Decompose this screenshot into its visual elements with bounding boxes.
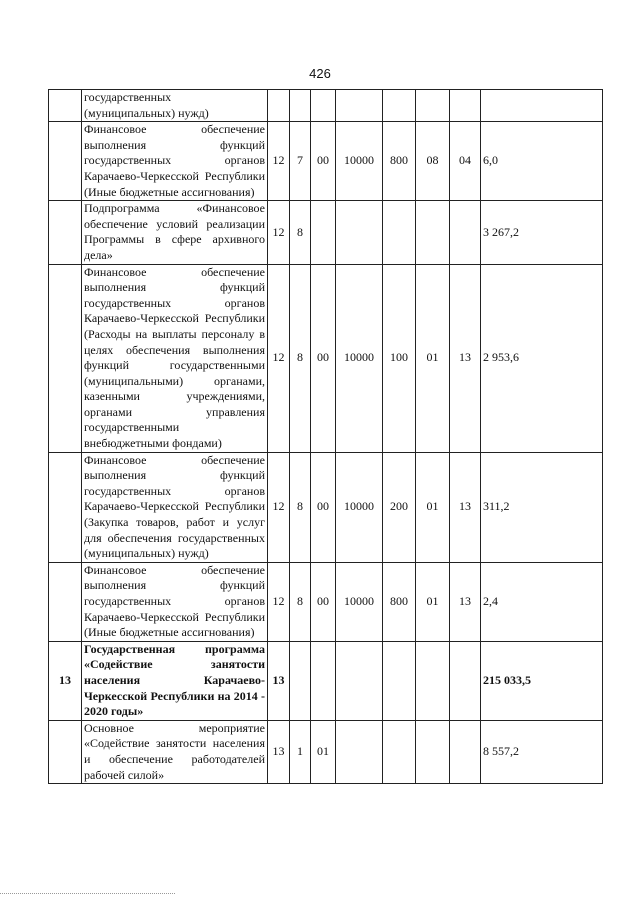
amount-cell [481,90,603,122]
code-cell-2 [290,90,311,122]
code-cell-2: 8 [290,562,311,641]
page-number: 426 [309,66,331,81]
budget-table-body [49,90,603,784]
code-cell-7: 04 [450,122,481,201]
row-name-cell: Подпрограмма «Финансовое обеспечение условий реализации Программы в сфере архивного дела» [82,201,268,264]
row-name-cell: государственных (муниципальных) нужд) [82,90,268,122]
amount-cell: 311,2 [481,452,603,562]
code-cell-2 [290,641,311,720]
code-cell-7: 13 [450,264,481,452]
code-cell-6 [416,641,450,720]
code-cell-2: 8 [290,201,311,264]
row-number-cell [49,562,82,641]
footer-rule [0,893,175,894]
code-cell-6 [416,201,450,264]
code-cell-6: 01 [416,562,450,641]
code-cell-1: 12 [268,264,290,452]
row-number-cell [49,201,82,264]
code-cell-6: 01 [416,264,450,452]
amount-cell: 8 557,2 [481,720,603,783]
code-cell-5 [383,641,416,720]
row-name-cell: Финансовое обеспечение выполнения функций государственных органов Карачаево-Черкесской Республики (Иные бюджетные ассигнования) [82,122,268,201]
code-cell-1: 12 [268,122,290,201]
code-cell-2: 8 [290,452,311,562]
row-number-cell: 13 [49,641,82,720]
code-cell-3 [311,201,336,264]
amount-cell: 2,4 [481,562,603,641]
code-cell-7: 13 [450,452,481,562]
code-cell-4: 10000 [336,264,383,452]
code-cell-6: 08 [416,122,450,201]
code-cell-5: 800 [383,562,416,641]
amount-cell: 3 267,2 [481,201,603,264]
code-cell-5 [383,90,416,122]
row-name-cell: Финансовое обеспечение выполнения функций государственных органов Карачаево-Черкесской Республики (Иные бюджетные ассигнования) [82,562,268,641]
code-cell-6 [416,90,450,122]
code-cell-7 [450,641,481,720]
row-name-cell: Основное мероприятие «Содействие занятости населения и обеспечение работодателей рабочей силой» [82,720,268,783]
code-cell-4 [336,201,383,264]
code-cell-4 [336,641,383,720]
code-cell-3 [311,90,336,122]
amount-cell: 2 953,6 [481,264,603,452]
code-cell-3: 01 [311,720,336,783]
row-name-cell: Финансовое обеспечение выполнения функций государственных органов Карачаево-Черкесской Республики (Расходы на выплаты персоналу в целях обеспечения выполнения функций государственными (муниципальными) органами, казенными учреждениями, органами управления государственными внебюджетными фондами) [82,264,268,452]
amount-cell: 6,0 [481,122,603,201]
code-cell-7 [450,720,481,783]
table-row [49,641,603,720]
code-cell-6 [416,720,450,783]
code-cell-6: 01 [416,452,450,562]
code-cell-7 [450,90,481,122]
table-row [49,452,603,562]
table-row [49,562,603,641]
code-cell-1: 12 [268,452,290,562]
table-row [49,720,603,783]
code-cell-3: 00 [311,264,336,452]
code-cell-4 [336,720,383,783]
code-cell-3 [311,641,336,720]
code-cell-5 [383,720,416,783]
row-number-cell [49,452,82,562]
table-row [49,90,603,122]
table-row [49,264,603,452]
row-number-cell [49,122,82,201]
code-cell-7 [450,201,481,264]
code-cell-3: 00 [311,452,336,562]
amount-cell: 215 033,5 [481,641,603,720]
code-cell-5: 100 [383,264,416,452]
code-cell-5: 800 [383,122,416,201]
row-number-cell [49,90,82,122]
code-cell-1: 12 [268,562,290,641]
code-cell-4: 10000 [336,452,383,562]
code-cell-1: 13 [268,641,290,720]
code-cell-2: 8 [290,264,311,452]
code-cell-1 [268,90,290,122]
code-cell-2: 7 [290,122,311,201]
row-name-cell: Финансовое обеспечение выполнения функций государственных органов Карачаево-Черкесской Республики (Закупка товаров, работ и услуг для обеспечения государственных (муниципальных) нужд) [82,452,268,562]
code-cell-1: 12 [268,201,290,264]
row-name-cell: Государственная программа «Содействие занятости населения Карачаево-Черкесской Республики на 2014 - 2020 годы» [82,641,268,720]
code-cell-7: 13 [450,562,481,641]
code-cell-3: 00 [311,562,336,641]
code-cell-4 [336,90,383,122]
code-cell-5: 200 [383,452,416,562]
row-number-cell [49,264,82,452]
code-cell-4: 10000 [336,562,383,641]
code-cell-4: 10000 [336,122,383,201]
budget-table [48,89,603,784]
code-cell-1: 13 [268,720,290,783]
table-row [49,201,603,264]
code-cell-5 [383,201,416,264]
code-cell-3: 00 [311,122,336,201]
row-number-cell [49,720,82,783]
table-row [49,122,603,201]
code-cell-2: 1 [290,720,311,783]
